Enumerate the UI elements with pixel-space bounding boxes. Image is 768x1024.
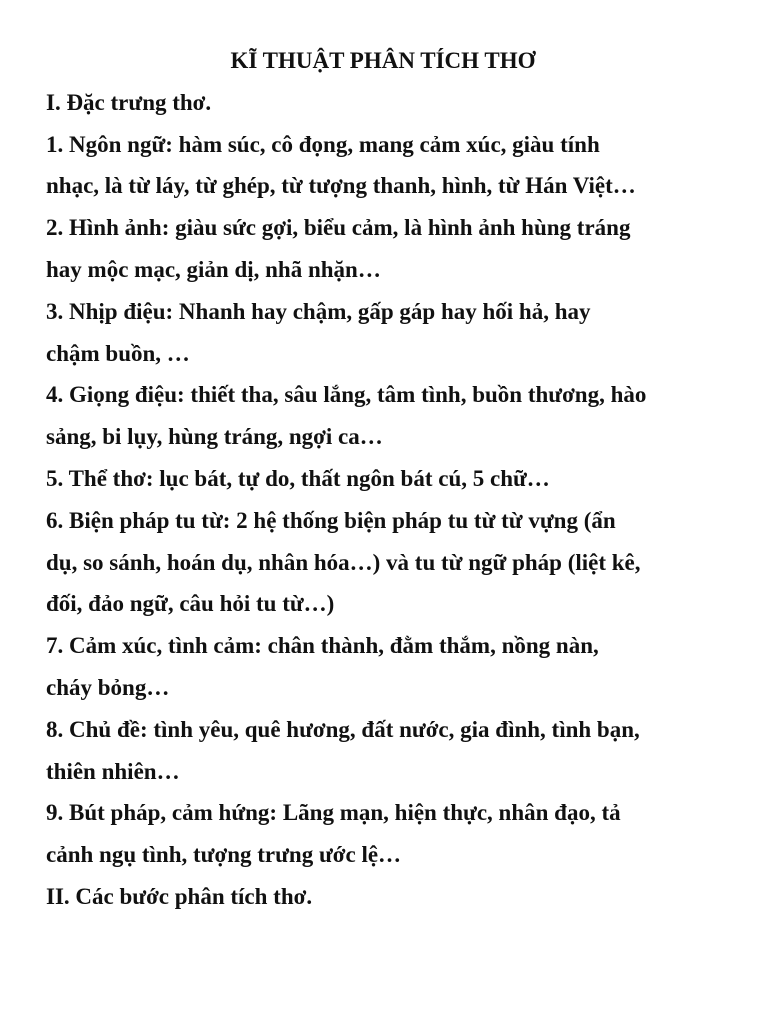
section-heading-analysis-steps: II. Các bước phân tích thơ. [46, 883, 313, 909]
text-line: sảng, bi lụy, hùng tráng, ngợi ca… [46, 424, 383, 450]
text-line: nhạc, là từ láy, từ ghép, từ tượng thanh, hình, từ Hán Việt… [46, 173, 636, 199]
text-line: chậm buồn, … [46, 340, 190, 366]
text-line: 2. Hình ảnh: giàu sức gợi, biểu cảm, là hình ảnh hùng tráng [46, 215, 631, 241]
document-body [46, 40, 726, 918]
text-line: 3. Nhịp điệu: Nhanh hay chậm, gấp gáp hay hối hả, hay [46, 298, 591, 324]
text-line: 8. Chủ đề: tình yêu, quê hương, đất nước, gia đình, tình bạn, [46, 716, 640, 742]
text-line: dụ, so sánh, hoán dụ, nhân hóa…) và tu từ ngữ pháp (liệt kê, [46, 549, 641, 575]
text-line: 9. Bút pháp, cảm hứng: Lãng mạn, hiện thực, nhân đạo, tả [46, 800, 621, 826]
text-line: thiên nhiên… [46, 758, 180, 784]
text-line: cháy bỏng… [46, 674, 170, 700]
text-line: 4. Giọng điệu: thiết tha, sâu lắng, tâm tình, buồn thương, hào [46, 382, 647, 408]
text-line: 7. Cảm xúc, tình cảm: chân thành, đằm thắm, nồng nàn, [46, 633, 599, 659]
text-line: hay mộc mạc, giản dị, nhã nhặn… [46, 256, 381, 282]
text-line: 5. Thể thơ: lục bát, tự do, thất ngôn bát cú, 5 chữ… [46, 465, 550, 491]
text-line: 1. Ngôn ngữ: hàm súc, cô đọng, mang cảm xúc, giàu tính [46, 131, 600, 157]
text-line: đối, đảo ngữ, câu hỏi tu từ…) [46, 591, 335, 617]
text-line: 6. Biện pháp tu từ: 2 hệ thống biện pháp tu từ từ vựng (ẩn [46, 507, 616, 533]
text-line: cảnh ngụ tình, tượng trưng ước lệ… [46, 842, 402, 868]
document-title: KĨ THUẬT PHÂN TÍCH THƠ [230, 48, 536, 73]
section-heading-characteristics: I. Đặc trưng thơ. [46, 89, 212, 115]
